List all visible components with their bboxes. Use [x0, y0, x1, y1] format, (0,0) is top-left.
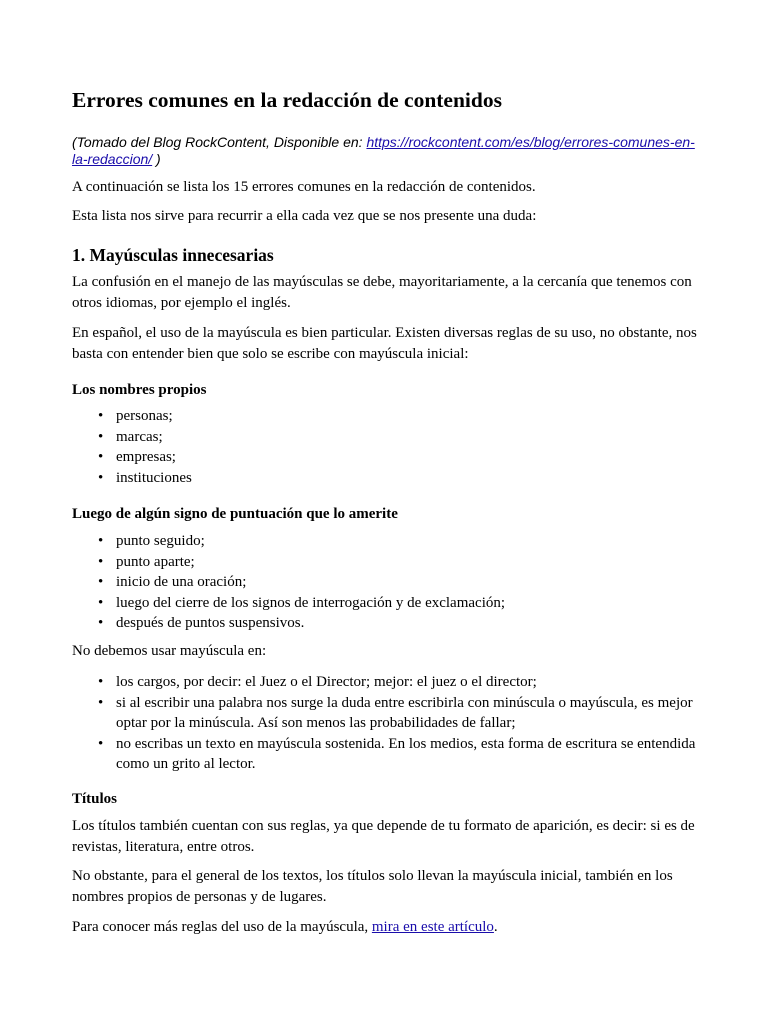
source-citation	[72, 134, 698, 168]
list-item: • punto seguido;	[72, 531, 698, 552]
final-suffix: .	[493, 919, 498, 935]
list-item: • personas;	[72, 406, 698, 427]
source-prefix: (Tomado del Blog RockContent, Disponible en:	[72, 134, 367, 150]
subsection-heading: Luego de algún signo de puntuación que lo amerite	[72, 506, 398, 522]
article-link[interactable]: mira en este artículo	[371, 919, 494, 935]
source-link[interactable]: https://rockcontent.com/es/blog/errores-comunes-en-la-redaccion/	[72, 134, 695, 167]
bullet-list	[72, 531, 698, 634]
section-heading: 1. Mayúsculas innecesarias	[72, 245, 274, 265]
subsection-heading: Títulos	[72, 791, 118, 807]
list-item: • después de puntos suspensivos.	[72, 613, 698, 634]
list-item: • los cargos, por decir: el Juez o el Director; mejor: el juez o el director;	[72, 672, 698, 693]
body-paragraph: La confusión en el manejo de las mayúsculas se debe, mayoritariamente, a la cercanía que tenemos con otros idiomas, por ejemplo el inglés.	[72, 274, 692, 311]
body-paragraph: Los títulos también cuentan con sus reglas, ya que depende de tu formato de aparición, es decir: si es de revistas, literatura, entre otros.	[72, 818, 695, 855]
intro-paragraph: A continuación se lista los 15 errores comunes en la redacción de contenidos.	[72, 179, 536, 195]
intro-paragraph: Esta lista nos sirve para recurrir a ella cada vez que se nos presente una duda:	[72, 208, 537, 224]
list-item: • si al escribir una palabra nos surge la duda entre escribirla con minúscula o mayúscula, es mejor optar por la minúscula. Así son menos las probabilidades de fallar;	[72, 693, 698, 734]
list-item: • punto aparte;	[72, 552, 698, 573]
subsection-heading: Los nombres propios	[72, 382, 207, 398]
list-item: • luego del cierre de los signos de interrogación y de exclamación;	[72, 593, 698, 614]
body-paragraph	[72, 917, 698, 938]
list-item: • no escribas un texto en mayúscula sostenida. En los medios, esta forma de escritura se entendida como un grito al lector.	[72, 734, 698, 775]
bullet-list	[72, 672, 698, 775]
source-suffix: )	[152, 151, 161, 167]
final-prefix: Para conocer más reglas del uso de la mayúscula,	[72, 919, 372, 935]
list-item: • instituciones	[72, 468, 698, 489]
document-title: Errores comunes en la redacción de contenidos	[72, 88, 502, 112]
body-paragraph: No obstante, para el general de los textos, los títulos solo llevan la mayúscula inicial, también en los nombres propios de personas y de lugares.	[72, 868, 673, 905]
bullet-list	[72, 406, 698, 488]
body-paragraph: En español, el uso de la mayúscula es bien particular. Existen diversas reglas de su uso, no obstante, nos basta con entender bien que solo se escribe con mayúscula inicial:	[72, 325, 697, 362]
list-item: • empresas;	[72, 447, 698, 468]
body-paragraph: No debemos usar mayúscula en:	[72, 643, 267, 659]
list-item: • inicio de una oración;	[72, 572, 698, 593]
list-item: • marcas;	[72, 427, 698, 448]
